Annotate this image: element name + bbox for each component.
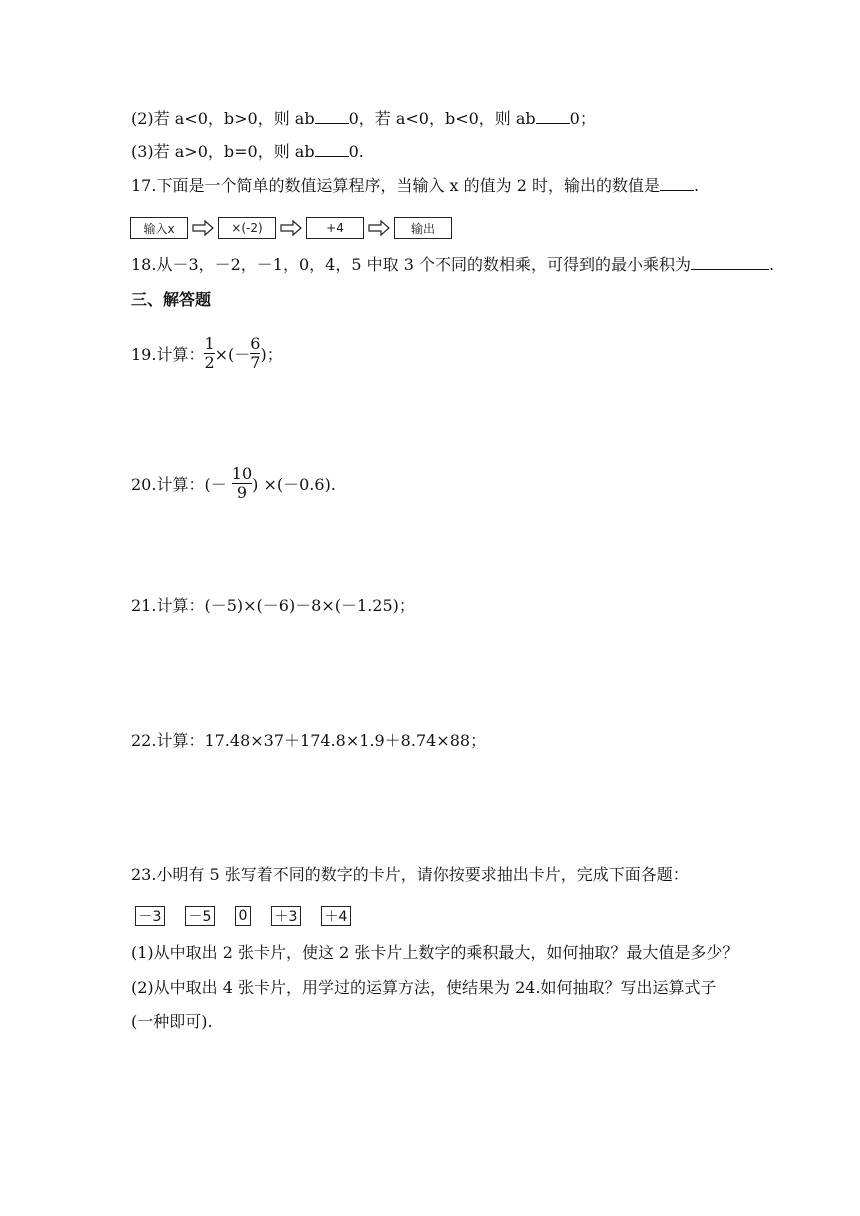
q19-question: [131, 335, 283, 375]
q23-part2: (2)从中取出 4 张卡片，用学过的运算方法，使结果为 24.如何抽取？写出运算式子: [131, 978, 717, 997]
right-arrow-icon: [191, 216, 215, 240]
fraction-numerator: 6: [250, 334, 261, 353]
q16-part2-text-b: 0，若 a<0，b<0，则 ab: [348, 109, 536, 128]
fraction-one-half: [204, 335, 214, 372]
q20-rest: ) ×(－0.6).: [252, 475, 336, 494]
q23-question: 23.小明有 5 张写着不同的数字的卡片，请你按要求抽出卡片，完成下面各题：: [131, 865, 689, 884]
q18-text: 18.从－3，－2，－1，0，4，5 中取 3 个不同的数相乘，可得到的最小乘积为: [131, 255, 691, 274]
flow-box-output: 输出: [394, 217, 452, 239]
flow-box-add: +4: [306, 217, 364, 239]
q16-part2-text-a: (2)若 a<0，b>0，则 ab: [131, 109, 315, 128]
fraction-denominator: 9: [232, 483, 252, 502]
q17-question: [131, 174, 699, 198]
fraction-denominator: 2: [204, 353, 215, 372]
number-card: ＋3: [271, 906, 301, 926]
answer-blank: [691, 253, 769, 270]
number-card: 0: [235, 906, 251, 926]
q18-end: .: [768, 255, 775, 274]
answer-blank: [315, 107, 349, 124]
q21-question: 21.计算：(－5)×(－6)－8×(－1.25)；: [131, 596, 415, 615]
q23-part1: (1)从中取出 2 张卡片，使这 2 张卡片上数字的乘积最大，如何抽取？最大值是多少？: [131, 943, 739, 962]
q16-part3-text-b: 0.: [348, 142, 364, 161]
right-arrow-icon: [367, 216, 391, 240]
fraction-numerator: 10: [231, 464, 253, 483]
number-cards: [135, 904, 371, 928]
q16-part2-text-c: 0；: [569, 109, 596, 128]
flow-box-multiply: ×(-2): [218, 217, 276, 239]
q16-part3: [131, 140, 364, 164]
q18-question: [131, 253, 774, 277]
flow-box-input: 输入x: [130, 217, 188, 239]
q19-prefix: 19.计算：: [131, 345, 205, 364]
answer-blank: [536, 107, 570, 124]
q16-part2: [131, 107, 596, 131]
q22-question: 22.计算：17.48×37＋174.8×1.9＋8.74×88；: [131, 731, 487, 750]
q20-question: [131, 465, 336, 505]
open-paren: (－: [228, 345, 251, 364]
q17-text: 17.下面是一个简单的数值运算程序，当输入 x 的值为 2 时，输出的数值是: [131, 176, 660, 195]
fraction-denominator: 7: [250, 353, 261, 372]
q23-part2-continued: (一种即可).: [131, 1012, 213, 1031]
right-arrow-icon: [279, 216, 303, 240]
answer-blank: [660, 174, 694, 191]
fraction-numerator: 1: [204, 334, 215, 353]
q17-end: .: [694, 176, 700, 195]
close-paren: )；: [260, 345, 283, 364]
number-card: ＋4: [321, 906, 351, 926]
q16-part3-text-a: (3)若 a>0，b=0，则 ab: [131, 142, 315, 161]
number-card: －3: [135, 906, 165, 926]
fraction-ten-ninths: [232, 465, 252, 502]
answer-blank: [315, 140, 349, 157]
section-heading: 三、解答题: [131, 290, 212, 309]
number-card: －5: [185, 906, 215, 926]
q20-prefix: 20.计算：(－: [131, 475, 232, 494]
fraction-six-sevenths: [250, 335, 260, 372]
program-flow-diagram: [130, 216, 452, 240]
times-sign: ×: [214, 345, 229, 364]
